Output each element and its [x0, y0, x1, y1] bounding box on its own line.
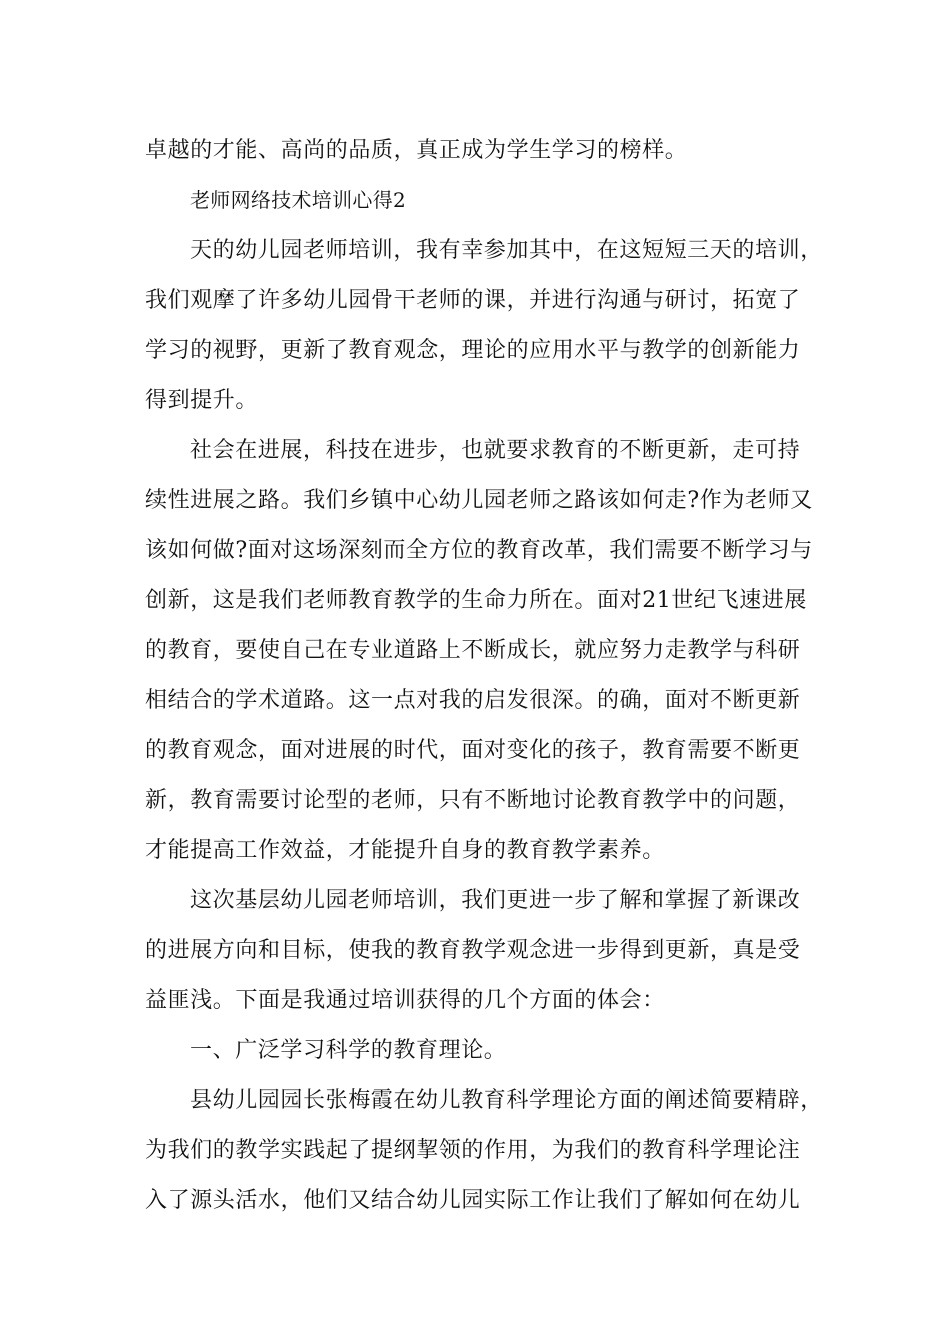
text-line: 益匪浅。下面是我通过培训获得的几个方面的体会： [145, 988, 665, 1013]
text-line: 为我们的教学实践起了提纲挈领的作用，为我们的教育科学理论注 [145, 1138, 801, 1163]
text-line: 的进展方向和目标，使我的教育教学观念进一步得到更新，真是受 [145, 938, 801, 963]
section-heading: 老师网络技术培训心得2 [190, 188, 407, 212]
text-line: 天的幼儿园老师培训，我有幸参加其中，在这短短三天的培训， [190, 238, 823, 263]
text-line: 的教育，要使自己在专业道路上不断成长，就应努力走教学与科研 [145, 638, 801, 663]
text-line: 的教育观念，面对进展的时代，面对变化的孩子，教育需要不断更 [145, 738, 801, 763]
text-line: 续性进展之路。我们乡镇中心幼儿园老师之路该如何走?作为老师又 [145, 488, 813, 513]
text-line: 该如何做?面对这场深刻而全方位的教育改革，我们需要不断学习与 [145, 538, 813, 563]
text-line: 才能提高工作效益，才能提升自身的教育教学素养。 [145, 838, 665, 863]
text-line: 得到提升。 [145, 388, 259, 413]
text-line: 创新，这是我们老师教育教学的生命力所在。面对21世纪飞速进展 [145, 588, 807, 613]
text-line: 我们观摩了许多幼儿园骨干老师的课，并进行沟通与研讨，拓宽了 [145, 288, 801, 313]
list-heading: 一、广泛学习科学的教育理论。 [190, 1038, 507, 1063]
text-line: 新，教育需要讨论型的老师，只有不断地讨论教育教学中的问题， [145, 788, 801, 813]
text-line: 入了源头活水，他们又结合幼儿园实际工作让我们了解如何在幼儿 [145, 1188, 801, 1213]
text-line: 县幼儿园园长张梅霞在幼儿教育科学理论方面的阐述简要精辟， [190, 1088, 823, 1113]
text-line: 这次基层幼儿园老师培训，我们更进一步了解和掌握了新课改 [190, 888, 801, 913]
text-line: 社会在进展，科技在进步，也就要求教育的不断更新，走可持 [190, 438, 801, 463]
text-line: 相结合的学术道路。这一点对我的启发很深。的确，面对不断更新 [145, 688, 801, 713]
text-line: 卓越的才能、高尚的品质，真正成为学生学习的榜样。 [145, 138, 688, 163]
text-line: 学习的视野，更新了教育观念，理论的应用水平与教学的创新能力 [145, 338, 801, 363]
